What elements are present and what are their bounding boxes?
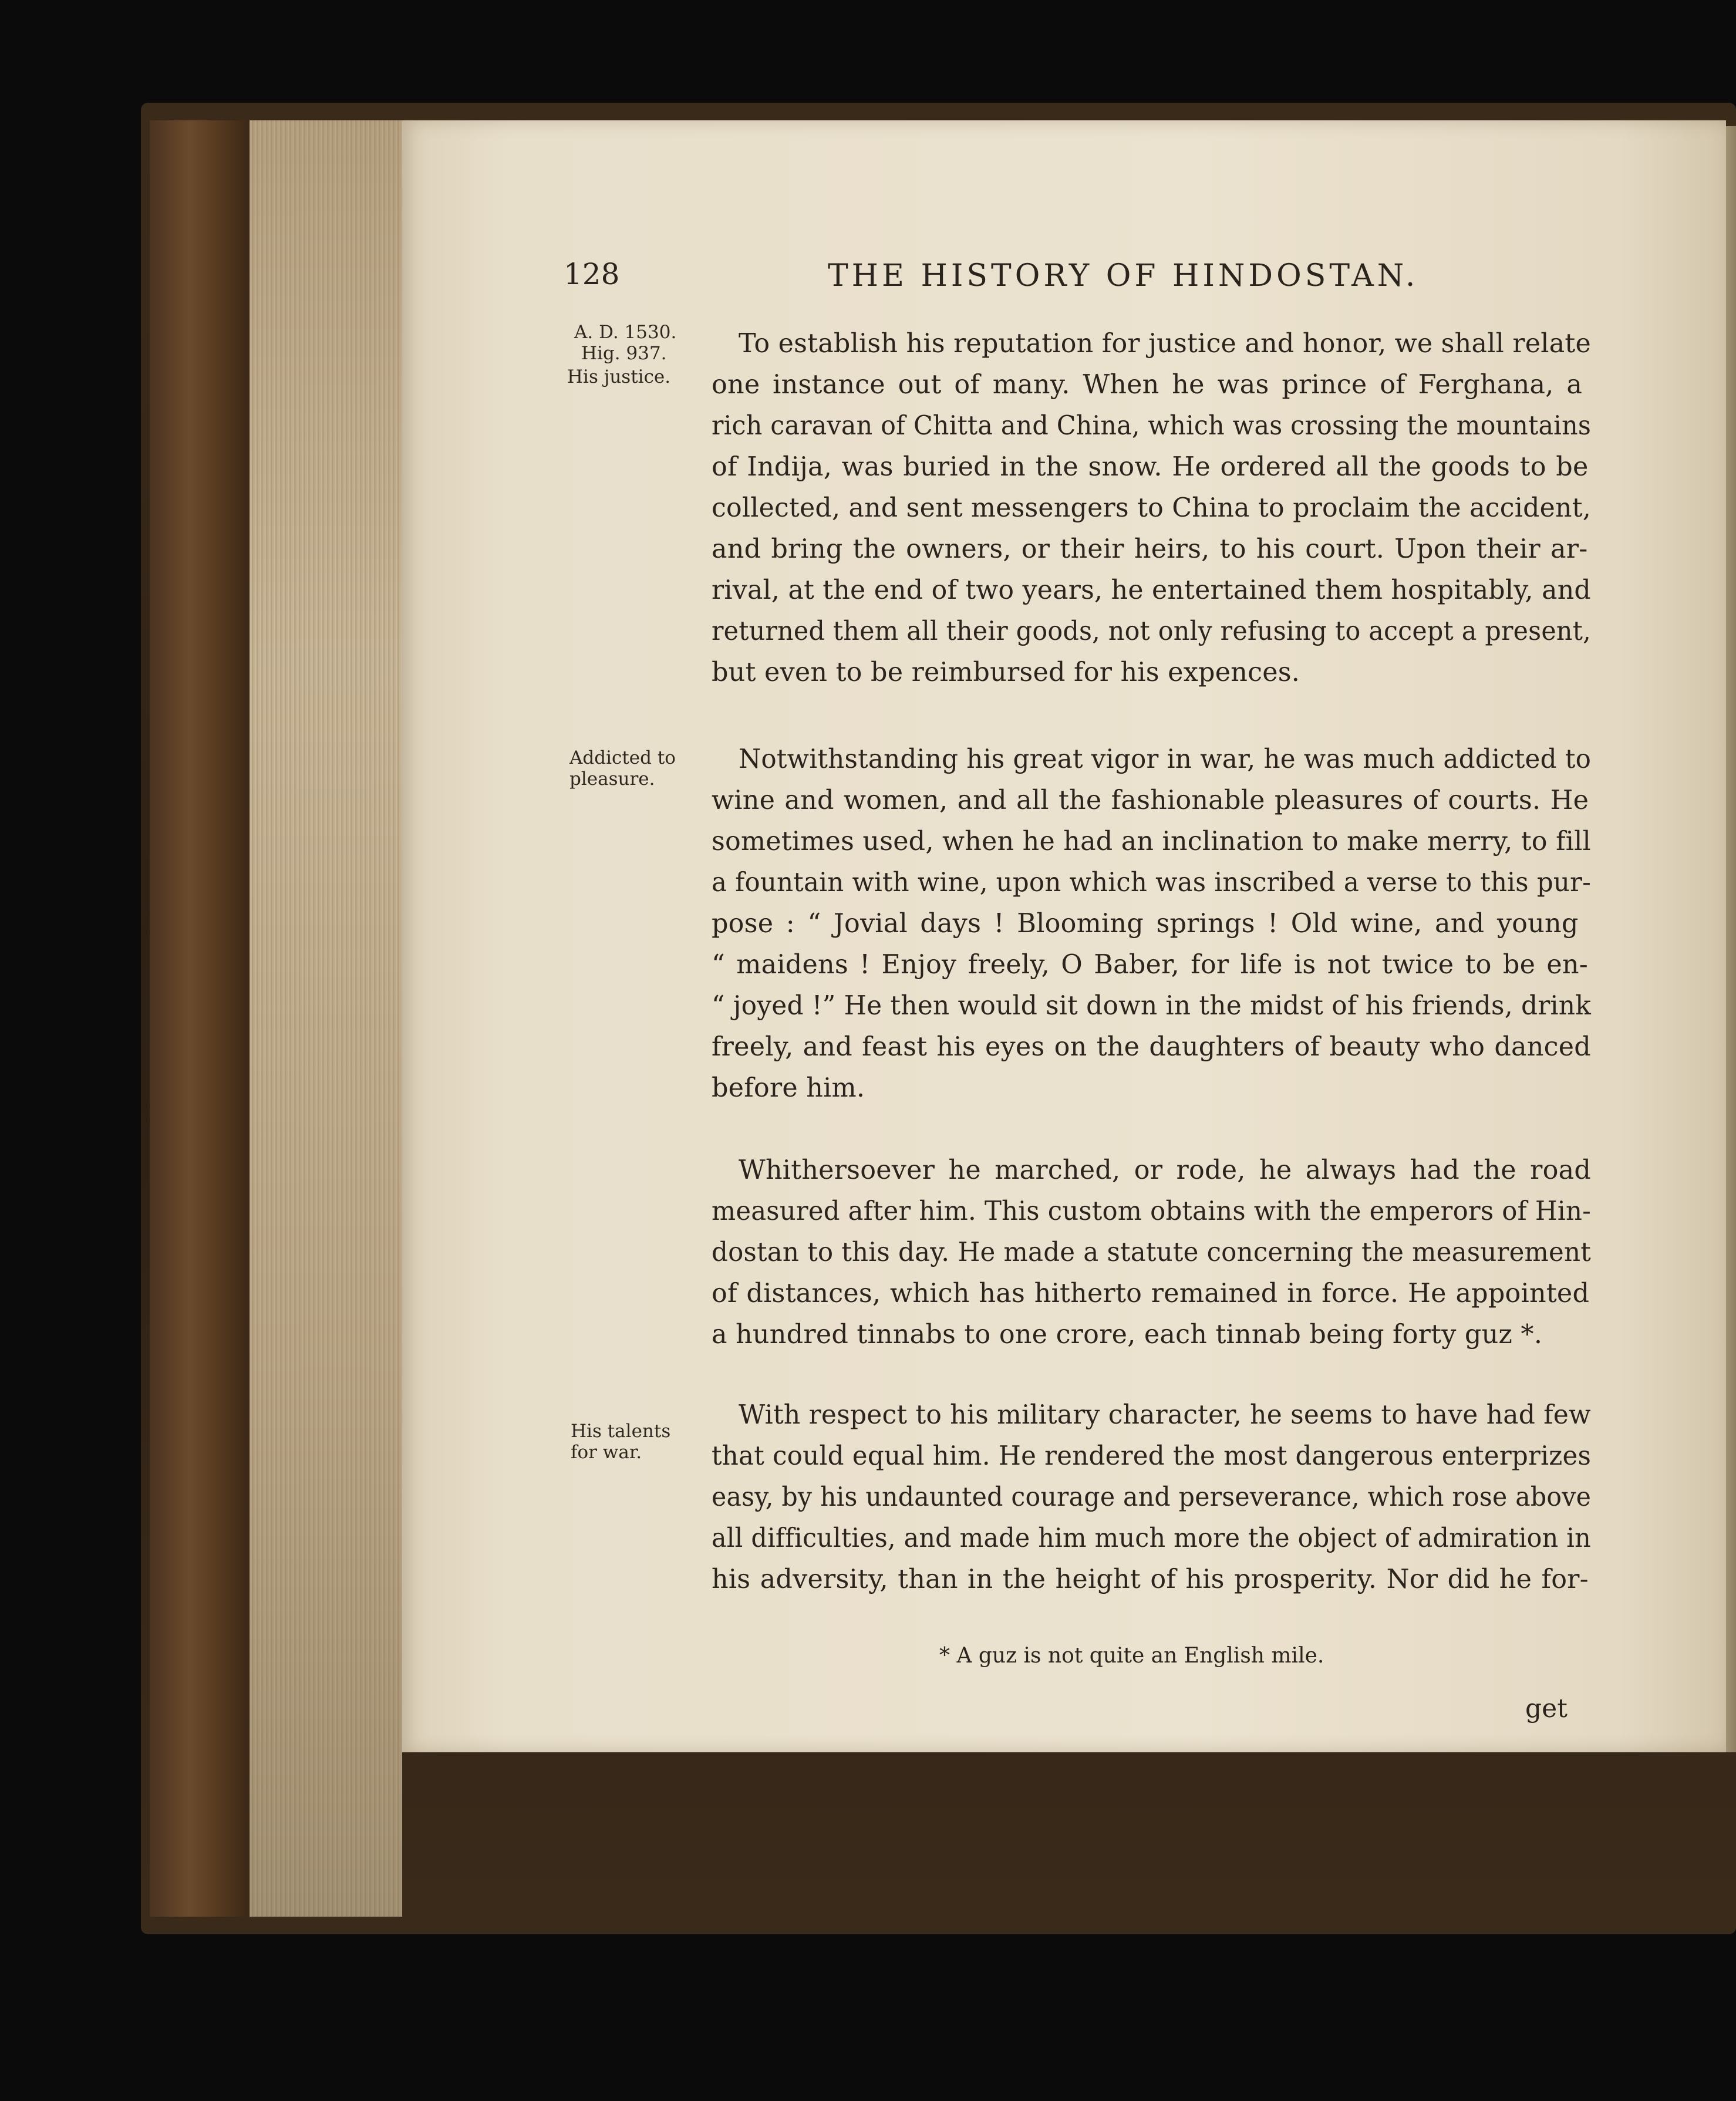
- body-line: To establish his reputation for justice and honor, we shall relate: [739, 329, 1591, 359]
- body-line: all difficulties, and made him much more the object of admiration in: [712, 1523, 1592, 1553]
- margin-date-ad: A. D. 1530.: [574, 322, 677, 343]
- body-line: his adversity, than in the height of his prosperity. Nor did he for-: [712, 1564, 1589, 1594]
- body-line: one instance out of many. When he was prince of Ferghana, a: [712, 370, 1583, 400]
- body-line: collected, and sent messengers to China to proclaim the accident,: [712, 493, 1592, 523]
- body-line: rival, at the end of two years, he entertained them hospitably, and: [712, 575, 1591, 605]
- margin-date-hig: Hig. 937.: [581, 343, 667, 364]
- body-line: rich caravan of Chitta and China, which was crossing the mountains: [712, 411, 1591, 441]
- body-line: With respect to his military character, he seems to have had few: [739, 1400, 1591, 1430]
- body-line: of Indija, was buried in the snow. He ordered all the goods to be: [712, 452, 1589, 482]
- body-line: of distances, which has hitherto remained in force. He appointed: [712, 1279, 1590, 1309]
- body-line: Whithersoever he marched, or rode, he always had the road: [739, 1155, 1592, 1185]
- book-spine: [150, 120, 250, 1917]
- margin-note-addicted: Addicted to: [569, 747, 676, 768]
- body-line: “ joyed !” He then would sit down in the midst of his friends, drink: [712, 991, 1592, 1021]
- body-line: “ maidens ! Enjoy freely, O Baber, for life is not twice to be en-: [712, 950, 1589, 980]
- body-line: that could equal him. He rendered the most dangerous enterprizes: [712, 1441, 1592, 1471]
- body-line: sometimes used, when he had an inclination to make merry, to fill: [712, 827, 1591, 856]
- body-line: pose : “ Jovial days ! Blooming springs ! Old wine, and young: [712, 909, 1579, 939]
- page-number: 128: [564, 257, 620, 291]
- body-line: measured after him. This custom obtains with the emperors of Hin-: [712, 1196, 1591, 1226]
- body-line: and bring the owners, or their heirs, to his court. Upon their ar-: [712, 534, 1588, 564]
- body-line: a hundred tinnabs to one crore, each tinnab being forty guz *.: [712, 1320, 1543, 1350]
- body-line: Notwithstanding his great vigor in war, he was much addicted to: [739, 744, 1592, 774]
- catchword: get: [1525, 1694, 1568, 1724]
- footnote: * A guz is not quite an English mile.: [939, 1644, 1324, 1668]
- margin-note-talents: His talents: [571, 1421, 671, 1442]
- body-line: before him.: [712, 1073, 865, 1103]
- margin-note-pleasure: pleasure.: [569, 768, 655, 790]
- body-line: freely, and feast his eyes on the daughters of beauty who danced: [712, 1032, 1591, 1062]
- body-line: a fountain with wine, upon which was inscribed a verse to this pur-: [712, 868, 1592, 898]
- body-line: but even to be reimbursed for his expences.: [712, 657, 1300, 687]
- running-title: THE HISTORY OF HINDOSTAN.: [828, 258, 1419, 294]
- body-line: wine and women, and all the fashionable pleasures of courts. He: [712, 785, 1589, 815]
- body-line: returned them all their goods, not only refusing to accept a present,: [712, 616, 1591, 646]
- margin-note-justice: His justice.: [567, 366, 671, 387]
- margin-note-war: for war.: [571, 1442, 642, 1463]
- body-line: easy, by his undaunted courage and perseverance, which rose above: [712, 1482, 1592, 1512]
- body-line: dostan to this day. He made a statute concerning the measurement: [712, 1237, 1591, 1267]
